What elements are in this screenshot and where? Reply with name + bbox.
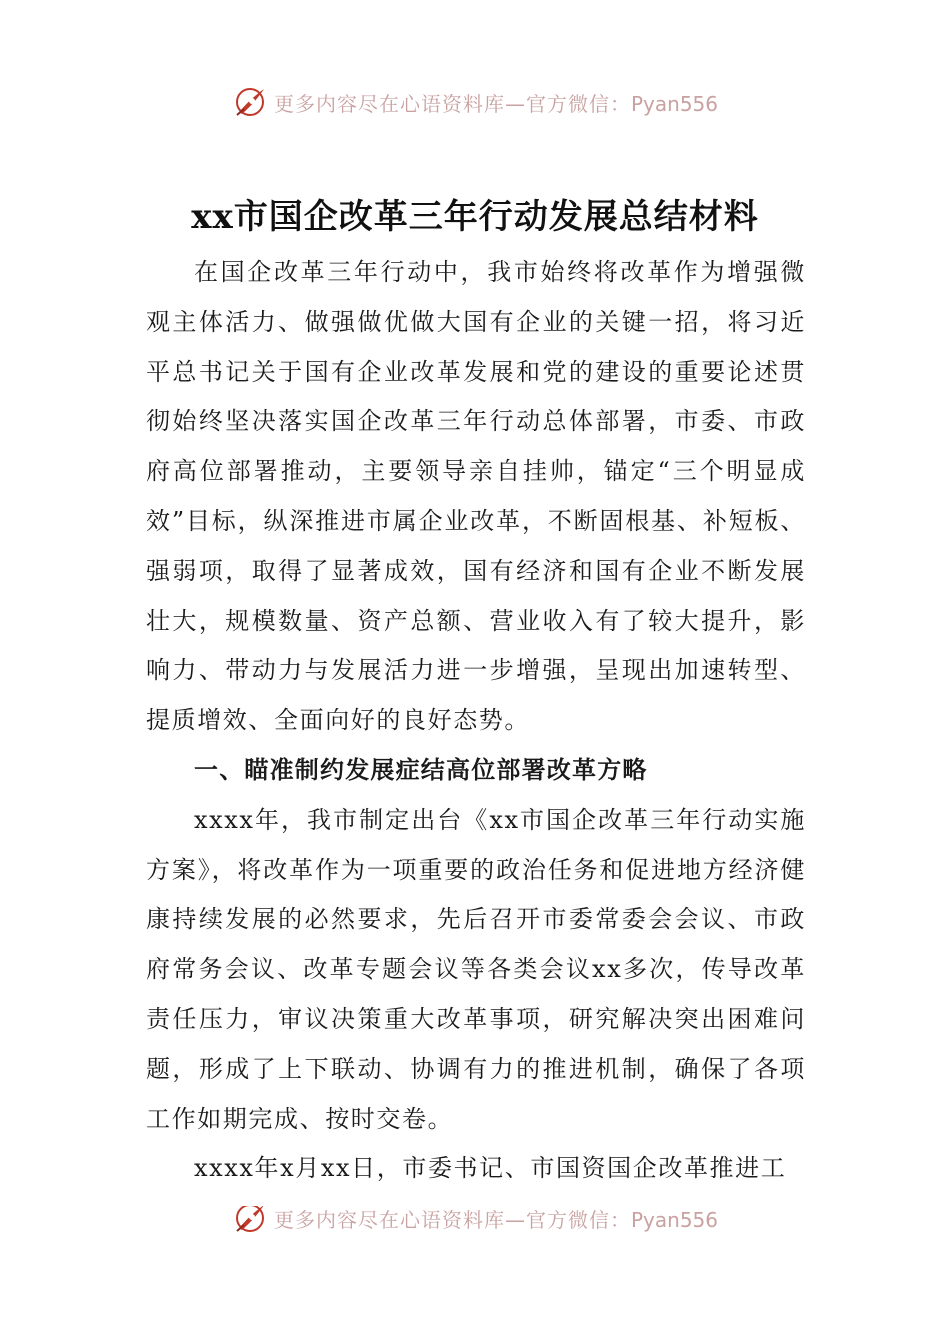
watermark-text: 更多内容尽在心语资料库—官方微信：Pyan556 <box>273 1207 718 1232</box>
wechat-id: Pyan556 <box>630 91 718 116</box>
document-body <box>146 248 806 1194</box>
section-paragraph: xxxx年，我市制定出台《xx市国企改革三年行动实施方案》，将改革作为一项重要的政治任务和促进地方经济健康持续发展的必然要求，先后召开市委常委会会议、市政府常务会议、改革专题会议等各类会议xx多次，传导改革责任压力，审议决策重大改革事项，研究解决突出困难问题，形成了上下联动、协调有力的推进机制，确保了各项工作如期完成、按时交卷。 <box>146 805 806 1133</box>
section-heading: 一、瞄准制约发展症结高位部署改革方略 <box>194 755 648 784</box>
document-title: xx市国企改革三年行动发展总结材料 <box>191 197 759 237</box>
header-watermark <box>0 84 950 122</box>
footer-watermark <box>0 1206 950 1240</box>
quill-logo-icon <box>232 1206 268 1236</box>
watermark-text: 更多内容尽在心语资料库—官方微信：Pyan556 <box>273 91 718 116</box>
wechat-id: Pyan556 <box>630 1207 718 1232</box>
quill-logo-icon <box>232 84 268 120</box>
section-paragraph: xxxx年x月xx日，市委书记、市国资国企改革推进工 <box>194 1154 787 1183</box>
intro-paragraph: 在国企改革三年行动中，我市始终将改革作为增强微观主体活力、做强做优做大国有企业的关键一招，将习近平总书记关于国有企业改革发展和党的建设的重要论述贯彻始终坚决落实国企改革三年行动总体部署，市委、市政府高位部署推动，主要领导亲自挂帅，锚定“三个明显成效”目标，纵深推进市属企业改革，不断固根基、补短板、强弱项，取得了显著成效，国有经济和国有企业不断发展壮大，规模数量、资产总额、营业收入有了较大提升，影响力、带动力与发展活力进一步增强，呈现出加速转型、提质增效、全面向好的良好态势。 <box>146 258 806 735</box>
